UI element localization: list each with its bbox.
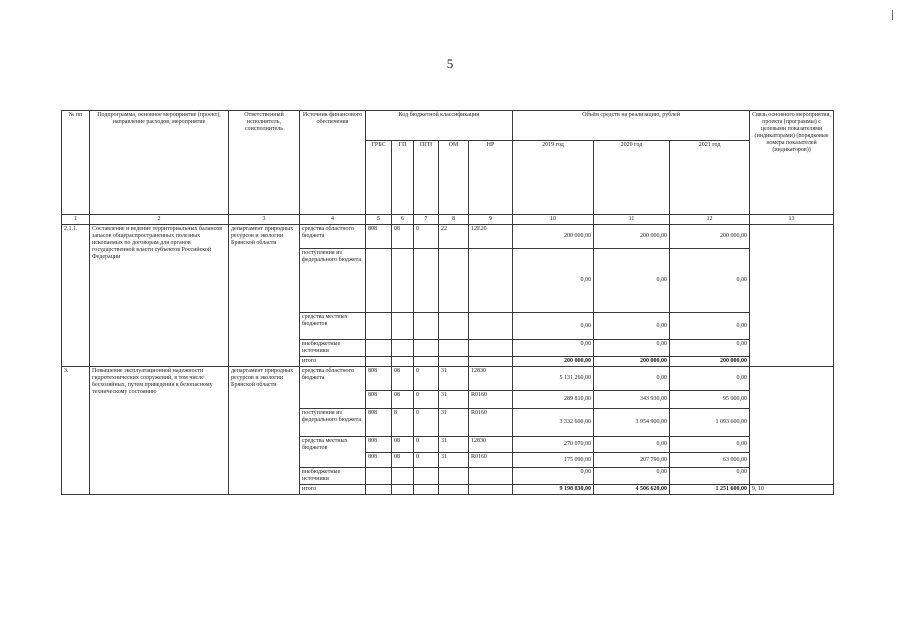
nr-cell: 12Е20 [469,225,513,249]
amount-2020: 3 954 900,00 [594,409,670,437]
gp-cell: 08 [392,225,414,249]
om-cell: 31 [439,367,469,391]
item-name: Составление и ведение территориальных балансов запасов общераспространенных полезных ископаемых по договорам для органов государственной власти субъектов Российской Федерации [90,225,229,367]
column-number: 5 [366,215,392,225]
column-number: 9 [469,215,513,225]
header-gp: ГП [392,141,414,215]
gp-cell: 8 [392,409,414,437]
header-grbs: ГРБС [366,141,392,215]
amount-2020: 200 000,00 [594,225,670,249]
pgp-cell: 0 [414,409,439,437]
amount-2021: 63 000,00 [670,453,750,468]
amount-2020: 0,00 [594,468,670,485]
gp-cell: 08 [392,453,414,468]
grbs-cell: 808 [366,453,392,468]
item-number: 2.1.1. [62,225,90,367]
budget-table [61,110,834,495]
header-responsible: Ответственный исполнитель, соисполнитель [229,111,300,215]
page-number: 5 [446,56,454,71]
header-om: ОМ [439,141,469,215]
header-2019: 2019 год [513,141,594,215]
total-2020: 200 000,00 [594,357,670,367]
amount-2019: 289 810,00 [513,391,594,409]
gp-cell: 08 [392,367,414,391]
pgp-cell: 0 [414,437,439,453]
total-2021: 1 251 600,00 [670,485,750,495]
amount-2019: 200 000,00 [513,225,594,249]
pgp-cell: 0 [414,225,439,249]
om-cell: 31 [439,391,469,409]
header-name: Подпрограмма, основное мероприятие (проект), направление расходов, мероприятие [90,111,229,215]
header-2020: 2020 год [594,141,670,215]
header-2021: 2021 год [670,141,750,215]
pgp-cell: 0 [414,367,439,391]
grbs-cell: 808 [366,367,392,391]
header-budget-code: Код бюджетной классификации [366,111,513,141]
gp-cell: 08 [392,391,414,409]
source-cell: поступления из федерального бюджета [300,409,366,437]
amount-2019: 0,00 [513,340,594,357]
amount-2021: 0,00 [670,367,750,391]
header-pgp: ПГП [414,141,439,215]
source-cell: внебюджетные источники [300,468,366,485]
amount-2021: 0,00 [670,313,750,340]
om-cell: 31 [439,453,469,468]
amount-2020: 0,00 [594,367,670,391]
source-cell: итого [300,485,366,495]
source-cell: итого [300,357,366,367]
indicator-link: 9, 10 [750,485,834,495]
amount-2019: 0,00 [513,249,594,313]
header-volume: Объём средств на реализацию, рублей [513,111,750,141]
nr-cell: R0160 [469,409,513,437]
grbs-cell: 808 [366,437,392,453]
amount-2019: 0,00 [513,313,594,340]
amount-2020: 207 790,00 [594,453,670,468]
grbs-cell: 808 [366,225,392,249]
amount-2021: 200 000,00 [670,225,750,249]
link-cell [750,367,834,485]
header-link: Связь основного мероприятия, проекта (программы) с целевыми показателями (индикаторами) (порядковые номера показателей (индикаторов)) [750,111,834,215]
header-num: № пп [62,111,90,215]
amount-2021: 0,00 [670,249,750,313]
source-cell: средства местных бюджетов [300,313,366,340]
item-responsible: департамент природных ресурсов и экологии Брянской области [229,367,300,495]
column-number: 13 [750,215,834,225]
amount-2021: 0,00 [670,340,750,357]
column-number: 6 [392,215,414,225]
nr-cell: 12830 [469,437,513,453]
source-cell: средства областного бюджета [300,225,366,249]
nr-cell: R0160 [469,391,513,409]
column-number: 7 [414,215,439,225]
item-responsible: департамент природных ресурсов и экологии Брянской области [229,225,300,367]
amount-2019: 175 090,00 [513,453,594,468]
header-nr: НР [469,141,513,215]
amount-2020: 0,00 [594,437,670,453]
column-number: 8 [439,215,469,225]
amount-2021: 0,00 [670,468,750,485]
table-row [62,225,834,249]
source-cell: поступления из федерального бюджета [300,249,366,313]
column-number: 2 [90,215,229,225]
item-number: 3. [62,367,90,495]
table-row [62,367,834,391]
total-2021: 200 000,00 [670,357,750,367]
amount-2019: 0,00 [513,468,594,485]
link-cell [750,225,834,367]
scan-edge-mark [892,10,893,20]
amount-2021: 95 000,00 [670,391,750,409]
source-cell: средства местных бюджетов [300,437,366,468]
column-number: 4 [300,215,366,225]
om-cell: 31 [439,409,469,437]
pgp-cell: 0 [414,453,439,468]
amount-2020: 0,00 [594,313,670,340]
column-number: 11 [594,215,670,225]
source-cell: внебюджетные источники [300,340,366,357]
amount-2019: 270 070,00 [513,437,594,453]
column-numbers-row [62,215,834,225]
amount-2019: 5 131 260,00 [513,367,594,391]
item-name: Повышение эксплуатационной надежности гидротехнических сооружений, в том числе бесхозяйных, путем приведения к безопасному техническому состоянию [90,367,229,495]
total-2019: 200 000,00 [513,357,594,367]
grbs-cell: 808 [366,409,392,437]
amount-2020: 0,00 [594,340,670,357]
amount-2021: 1 093 600,00 [670,409,750,437]
amount-2020: 343 930,00 [594,391,670,409]
column-number: 3 [229,215,300,225]
grbs-cell: 808 [366,391,392,409]
source-cell: средства областного бюджета [300,367,366,409]
total-2020: 4 506 620,00 [594,485,670,495]
column-number: 10 [513,215,594,225]
amount-2021: 0,00 [670,437,750,453]
pgp-cell: 0 [414,391,439,409]
column-number: 1 [62,215,90,225]
om-cell: 22 [439,225,469,249]
om-cell: 31 [439,437,469,453]
gp-cell: 08 [392,437,414,453]
amount-2020: 0,00 [594,249,670,313]
column-number: 12 [670,215,750,225]
nr-cell: 12830 [469,367,513,391]
total-2019: 9 198 830,00 [513,485,594,495]
amount-2019: 3 332 600,00 [513,409,594,437]
nr-cell: R0160 [469,453,513,468]
header-source: Источник финансового обеспечения [300,111,366,215]
